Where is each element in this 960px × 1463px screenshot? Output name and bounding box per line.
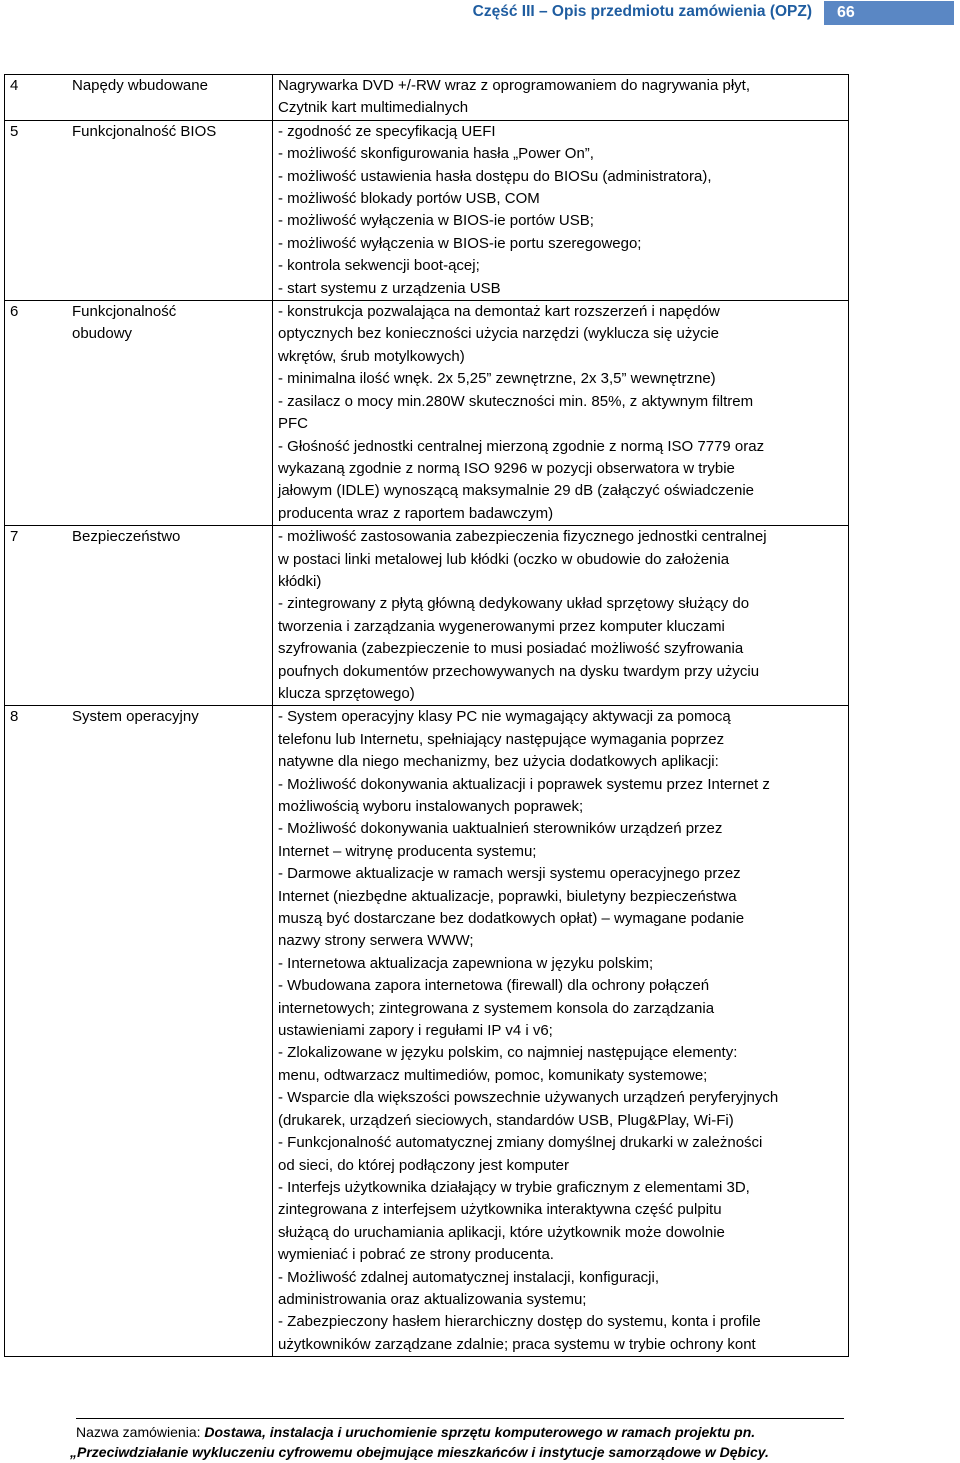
footer-divider bbox=[76, 1418, 844, 1419]
row-number: 7 bbox=[10, 528, 19, 546]
description-line: jałowym (IDLE) wynoszącą maksymalnie 29 dB (załączyć oświadczenie bbox=[278, 482, 755, 500]
description-line: szyfrowania (zabezpieczenie to musi posiadać możliwość szyfrowania bbox=[278, 640, 744, 658]
requirement-name bbox=[72, 526, 272, 548]
requirement-description bbox=[273, 706, 849, 1357]
requirement-name bbox=[72, 121, 272, 143]
requirement-cell bbox=[5, 706, 273, 1357]
description-line: - Interfejs użytkownika działający w trybie graficznym z elementami 3D, bbox=[278, 1178, 750, 1196]
page-number: 66 bbox=[837, 4, 855, 21]
requirement-cell bbox=[5, 75, 273, 121]
requirement-name bbox=[72, 706, 272, 728]
description-line: - Głośność jednostki centralnej mierzoną zgodnie z normą ISO 7779 oraz bbox=[278, 437, 765, 455]
row-number: 5 bbox=[10, 122, 19, 140]
footer-line-2 bbox=[70, 1442, 906, 1462]
description-line: - możliwość wyłączenia w BIOS-ie portu szeregowego; bbox=[278, 234, 642, 252]
description-line: - minimalna ilość wnęk. 2x 5,25” zewnętrzne, 2x 3,5” wewnętrzne) bbox=[278, 370, 716, 388]
description-line: klucza sprzętowego) bbox=[278, 684, 415, 702]
description-line: tworzenia i zarządzania wygenerowanymi przez komputer kluczami bbox=[278, 617, 725, 635]
description-line: - możliwość skonfigurowania hasła „Power On”, bbox=[278, 145, 594, 163]
requirement-name-line: Bezpieczeństwo bbox=[72, 528, 181, 546]
requirement-name-line: Funkcjonalność BIOS bbox=[72, 122, 217, 140]
description-line: - możliwość zastosowania zabezpieczenia fizycznego jednostki centralnej bbox=[278, 528, 767, 546]
description-line: - Możliwość dokonywania uaktualnień sterowników urządzeń przez bbox=[278, 820, 723, 838]
description-line: - Internetowa aktualizacja zapewniona w języku polskim; bbox=[278, 954, 654, 972]
page-number-badge bbox=[824, 1, 954, 25]
description-line: - start systemu z urządzenia USB bbox=[278, 279, 501, 297]
description-line: od sieci, do której podłączony jest komputer bbox=[278, 1156, 569, 1174]
description-line: producenta wraz z raportem badawczym) bbox=[278, 504, 554, 522]
description-line: możliwością wyboru instalowanych poprawek; bbox=[278, 798, 584, 815]
description-line: - kontrola sekwencji boot-ącej; bbox=[278, 257, 480, 275]
description-line: - możliwość ustawienia hasła dostępu do BIOSu (administratora), bbox=[278, 167, 712, 185]
page-header bbox=[0, 0, 960, 26]
description-line: w postaci linki metalowej lub kłódki (oczko w obudowie do założenia bbox=[278, 550, 730, 568]
requirement-description bbox=[273, 301, 849, 526]
description-line: - zintegrowany z płytą główną dedykowany układ sprzętowy służący do bbox=[278, 595, 750, 613]
description-line: ustawieniami zapory i regułami IP v4 i v6; bbox=[278, 1022, 553, 1040]
page-footer bbox=[70, 1422, 906, 1462]
description-line: administrowania oraz aktualizowania systemu; bbox=[278, 1290, 587, 1308]
requirement-name bbox=[72, 301, 272, 346]
row-number: 8 bbox=[10, 708, 19, 726]
row-number: 6 bbox=[10, 303, 19, 321]
description-line: - możliwość wyłączenia w BIOS-ie portów USB; bbox=[278, 212, 594, 230]
table-row bbox=[5, 120, 849, 300]
description-line: wymieniać i pobrać ze strony producenta. bbox=[278, 1246, 554, 1264]
requirement-name-line: Napędy wbudowane bbox=[72, 77, 208, 94]
description-line: - zasilacz o mocy min.280W skuteczności min. 85%, z aktywnym filtrem bbox=[278, 392, 754, 410]
table-row bbox=[5, 526, 849, 706]
requirement-description bbox=[273, 75, 849, 121]
description-line: zintegrowana z interfejsem użytkownika interaktywna część pulpitu bbox=[278, 1201, 722, 1219]
document-section-title: Część III – Opis przedmiotu zamówienia (OPZ) bbox=[472, 3, 812, 20]
requirement-description bbox=[273, 526, 849, 706]
description-line: internetowych; zintegrowana z systemem konsola do zarządzania bbox=[278, 999, 715, 1017]
requirement-name-line: System operacyjny bbox=[72, 708, 199, 726]
description-line: użytkowników zarządzane zdalnie; praca systemu w trybie ochrony kont bbox=[278, 1335, 756, 1353]
specification-table bbox=[4, 74, 849, 1357]
description-line: - Możliwość dokonywania aktualizacji i poprawek systemu przez Internet z bbox=[278, 775, 770, 793]
description-line: (drukarek, urządzeń sieciowych, standardów USB, Plug&Play, Wi-Fi) bbox=[278, 1111, 734, 1129]
requirement-cell bbox=[5, 526, 273, 706]
description-line: - Wbudowana zapora internetowa (firewall) dla ochrony połączeń bbox=[278, 977, 710, 995]
description-line: natywne dla niego mechanizmy, bez użycia dodatkowych aplikacji: bbox=[278, 753, 719, 771]
description-line: - Darmowe aktualizacje w ramach wersji systemu operacyjnego przez bbox=[278, 865, 741, 883]
description-line: menu, odtwarzacz multimediów, pomoc, komunikaty systemowe; bbox=[278, 1066, 708, 1084]
description-line: Nagrywarka DVD +/-RW wraz z oprogramowaniem do nagrywania płyt, bbox=[278, 77, 750, 94]
description-line: muszą być dostarczane bez dodatkowych opłat) – wymagane podanie bbox=[278, 910, 745, 928]
description-line: PFC bbox=[278, 415, 308, 433]
description-line: kłódki) bbox=[278, 572, 322, 590]
description-line: - System operacyjny klasy PC nie wymagający aktywacji za pomocą bbox=[278, 708, 731, 726]
description-line: telefonu lub Internetu, spełniający następujące wymagania poprzez bbox=[278, 730, 725, 748]
footer-line-1 bbox=[76, 1422, 906, 1442]
order-name-part-2: „Przeciwdziałanie wykluczeniu cyfrowemu obejmujące mieszkańców i instytucje samorządowe w Dębicy. bbox=[70, 1444, 769, 1460]
requirement-cell bbox=[5, 301, 273, 526]
description-line: wkrętów, śrub motylkowych) bbox=[278, 347, 465, 365]
description-line: Internet (niezbędne aktualizacje, poprawki, biuletyny bezpieczeństwa bbox=[278, 887, 737, 905]
description-line: poufnych dokumentów przechowywanych na dysku twardym przy użyciu bbox=[278, 662, 760, 680]
table-row bbox=[5, 301, 849, 526]
requirement-description bbox=[273, 120, 849, 300]
row-number: 4 bbox=[10, 77, 19, 94]
description-line: - konstrukcja pozwalająca na demontaż kart rozszerzeń i napędów bbox=[278, 303, 720, 321]
requirement-name bbox=[72, 75, 272, 97]
requirement-name-line: obudowy bbox=[72, 325, 133, 343]
table-row bbox=[5, 75, 849, 121]
description-line: nazwy strony serwera WWW; bbox=[278, 932, 474, 950]
requirement-name-line: Funkcjonalność bbox=[72, 303, 177, 321]
description-line: - Zabezpieczony hasłem hierarchiczny dostęp do systemu, konta i profile bbox=[278, 1313, 761, 1331]
description-line: - Funkcjonalność automatycznej zmiany domyślnej drukarki w zależności bbox=[278, 1134, 763, 1152]
description-line: wykazaną zgodnie z normą ISO 9296 w pozycji obserwatora w trybie bbox=[278, 459, 735, 477]
description-line: optycznych bez konieczności użycia narzędzi (wyklucza się użycie bbox=[278, 325, 720, 343]
description-line: - Wsparcie dla większości powszechnie używanych urządzeń peryferyjnych bbox=[278, 1089, 779, 1107]
description-line: - Możliwość zdalnej automatycznej instalacji, konfiguracji, bbox=[278, 1268, 659, 1286]
table-row bbox=[5, 706, 849, 1357]
description-line: Internet – witrynę producenta systemu; bbox=[278, 842, 537, 860]
description-line: - zgodność ze specyfikacją UEFI bbox=[278, 122, 496, 140]
requirement-cell bbox=[5, 120, 273, 300]
description-line: Czytnik kart multimedialnych bbox=[278, 99, 469, 117]
order-name-part-1: Dostawa, instalacja i uruchomienie sprzętu komputerowego w ramach projektu pn. bbox=[204, 1424, 756, 1440]
footer-label: Nazwa zamówienia: bbox=[76, 1424, 205, 1440]
description-line: służącą do uruchamiania aplikacji, które użytkownik może dowolnie bbox=[278, 1223, 725, 1241]
description-line: - Zlokalizowane w języku polskim, co najmniej następujące elementy: bbox=[278, 1044, 738, 1062]
description-line: - możliwość blokady portów USB, COM bbox=[278, 190, 540, 208]
